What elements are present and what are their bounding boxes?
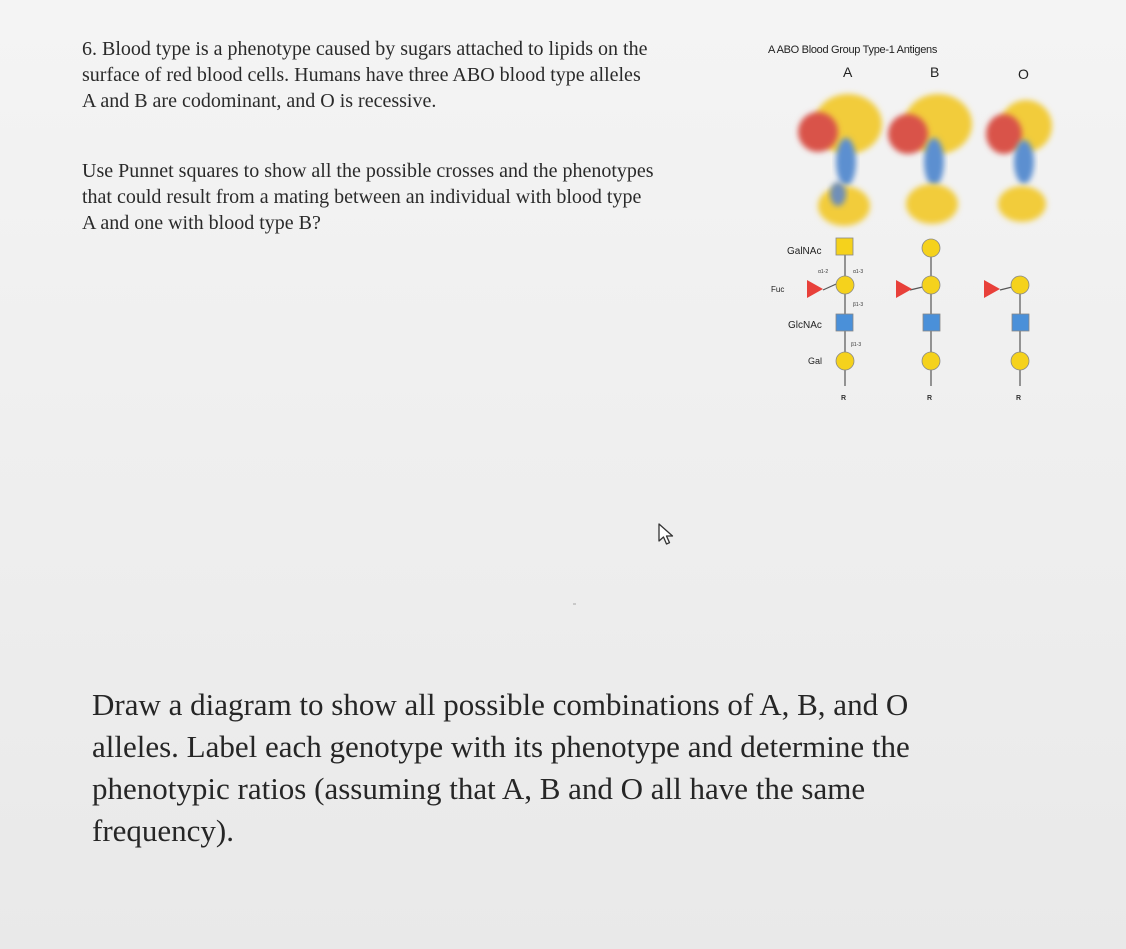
gal-circle-icon [836,276,854,294]
gal-circle-icon [922,352,940,370]
prompt-line-3: A and one with blood type B? [82,212,321,234]
galnac-label: GalNAc [787,246,822,257]
glcnac-label: GlcNAc [788,320,822,331]
paper-speck [573,603,576,605]
instruction-line-4: frequency). [92,813,234,848]
antigen-diagram [768,44,1068,414]
column-label-a: A [843,64,853,80]
fuc-triangle-icon [896,280,912,298]
bond-label-a13: α1-3 [853,269,864,275]
bond-label-a12: α1-2 [818,269,829,275]
bond-label-b13-upper: β1-3 [853,302,864,308]
gal-label: Gal [808,356,823,366]
prompt-line-2: that could result from a mating between an individual with blood type [82,186,642,208]
glycan-chain-b [896,239,940,386]
antigen-cloud-o [986,100,1052,222]
antigen-cloud-b [888,94,972,224]
gal-circle-icon [1011,352,1029,370]
question-block [82,36,772,236]
instruction-line-1: Draw a diagram to show all possible combinations of A, B, and O [92,687,909,722]
gal-circle-icon [1011,276,1029,294]
glcnac-square-icon [1012,314,1029,331]
instruction-line-3: phenotypic ratios (assuming that A, B and O all have the same [92,771,866,806]
instruction-block [92,684,1052,852]
glcnac-square-icon [836,314,853,331]
fuc-triangle-icon [984,280,1000,298]
question-line-1: 6. Blood type is a phenotype caused by sugars attached to lipids on the [82,38,648,60]
glcnac-square-icon [923,314,940,331]
question-line-2: surface of red blood cells. Humans have three ABO blood type alleles [82,64,641,86]
gal-circle-icon [922,276,940,294]
galnac-square-icon [836,238,853,255]
fuc-label: Fuc [771,285,785,294]
abo-antigen-figure [768,44,1068,414]
r-label-o: R [1016,395,1022,402]
column-label-o: O [1018,66,1029,82]
gal-circle-icon [922,239,940,257]
prompt-line-1: Use Punnet squares to show all the possible crosses and the phenotypes [82,160,654,182]
figure-title: A ABO Blood Group Type-1 Antigens [768,44,938,56]
column-label-b: B [930,64,940,80]
instruction-line-2: alleles. Label each genotype with its phenotype and determine the [92,729,910,764]
r-label-a: R [841,395,847,402]
bond-label-b13-lower: β1-3 [851,342,862,348]
fuc-triangle-icon [807,280,823,298]
question-line-3: A and B are codominant, and O is recessive. [82,90,437,112]
antigen-cloud-a [798,94,882,226]
glycan-chain-o [984,276,1029,386]
mouse-pointer-icon [657,522,679,548]
gal-circle-icon [836,352,854,370]
r-label-b: R [927,395,933,402]
